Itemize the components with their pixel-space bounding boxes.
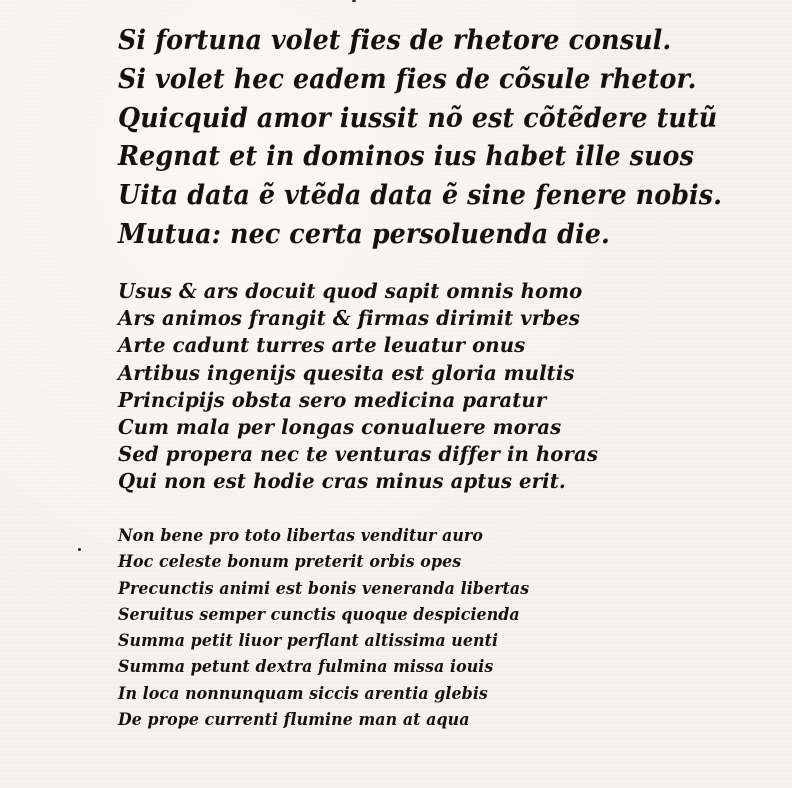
verse-line: Sed propera nec te venturas differ in horas (118, 442, 599, 467)
verse-line: Hoc celeste bonum preterit orbis opes (118, 552, 462, 573)
verse-line: Regnat et in dominos ius habet ille suos (118, 141, 694, 173)
verse-line: Summa petit liuor perflant altissima uenti (118, 631, 499, 652)
verse-line: Mutua: nec certa persoluenda die. (118, 218, 610, 250)
verse-line: Usus & ars docuit quod sapit omnis homo (118, 279, 583, 303)
stanza-1 (118, 22, 761, 255)
verse-line: Ars animos frangit & firmas dirimit vrbes (118, 306, 580, 331)
verse-line: Uita data ẽ vtẽda data ẽ sine fenere nobis. (118, 180, 723, 212)
verse-line: Summa petunt dextra fulmina missa iouis (118, 657, 494, 678)
ink-speck (78, 548, 81, 551)
verse-line: Principijs obsta sero medicina paratur (118, 387, 547, 412)
stanza-2 (118, 278, 618, 496)
verse-line: Quicquid amor iussit nõ est cõtẽdere tutũ (118, 102, 718, 134)
verse-line: Precunctis animi est bonis veneranda libertas (118, 578, 530, 599)
verse-line: Si fortuna volet fies de rhetore consul. (118, 25, 672, 56)
verse-line: Qui non est hodie cras minus aptus erit. (118, 469, 566, 494)
verse-line: In loca nonnunquam siccis arentia glebis (118, 683, 488, 704)
verse-line: De prope currenti flumine man at aqua (118, 710, 470, 731)
ink-speck (352, 0, 356, 2)
verse-line: Si volet hec eadem fies de cõsule rhetor. (118, 63, 697, 95)
verse-line: Seruitus semper cunctis quoque despicienda (118, 604, 520, 625)
verse-line: Non bene pro toto libertas venditur auro (118, 526, 483, 546)
verse-line: Artibus ingenijs quesita est gloria multis (118, 360, 575, 385)
stanza-3 (118, 523, 560, 733)
verse-line: Cum mala per longas conualuere moras (118, 415, 562, 440)
verse-line: Arte cadunt turres arte leuatur onus (118, 333, 526, 358)
